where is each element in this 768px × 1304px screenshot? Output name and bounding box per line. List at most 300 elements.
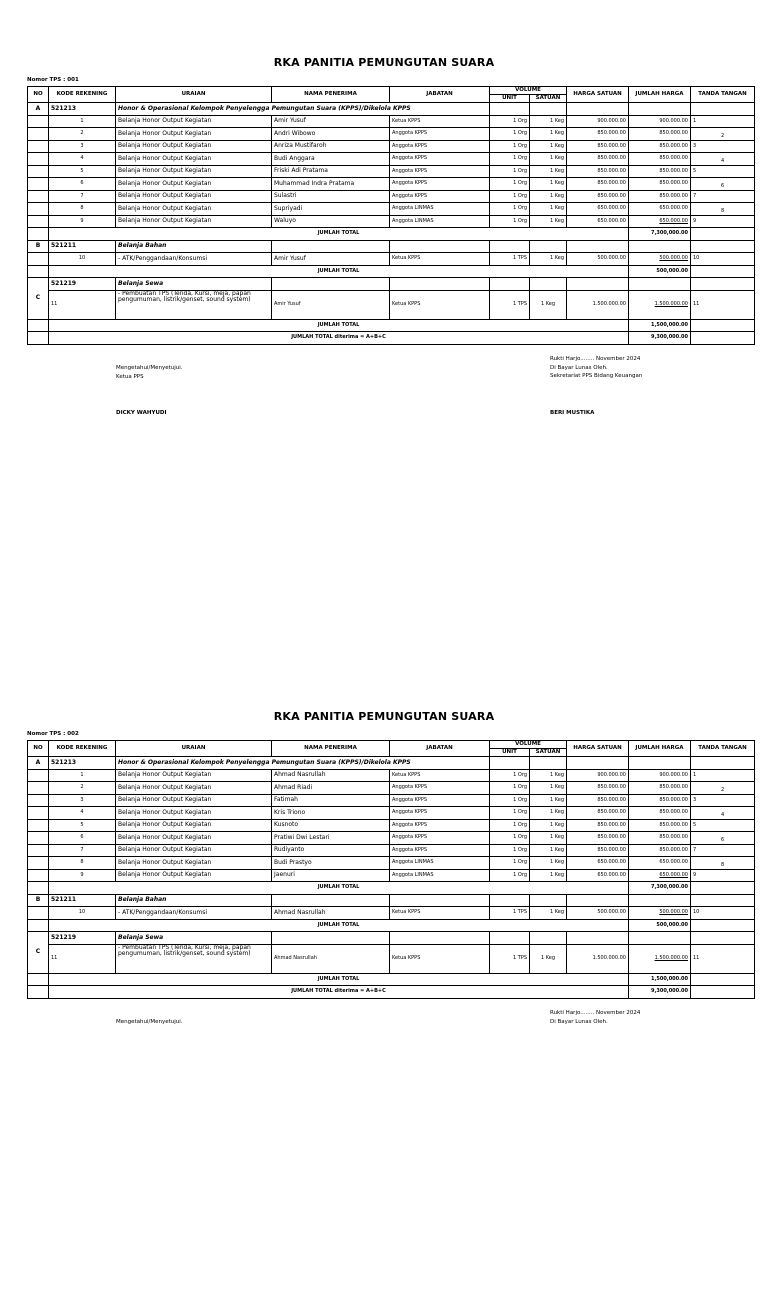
empty-cell <box>629 932 691 945</box>
jabatan-cell: Ketua KPPS <box>390 253 490 266</box>
jumlah-total-label: JUMLAH TOTAL <box>49 265 629 278</box>
satuan-cell: 1 Keg <box>530 165 567 178</box>
jumlah-cell: 900.000.00 <box>629 115 691 128</box>
tanda-tangan-cell <box>691 819 755 832</box>
total-row <box>28 319 755 332</box>
tanda-tangan-cell <box>691 165 755 178</box>
uraian-cell: Belanja Honor Output Kegiatan <box>116 819 272 832</box>
section-title: Belanja Bahan <box>116 894 272 907</box>
satuan-cell: 1 Keg <box>530 190 567 203</box>
satuan-cell: 1 Keg <box>530 907 567 920</box>
satuan-cell: 1 Keg <box>530 140 567 153</box>
signature-number-right: 6 <box>721 836 725 843</box>
grand-total-row <box>28 332 755 345</box>
grand-total-value: 9,300,000.00 <box>629 986 691 999</box>
table-body <box>28 87 755 345</box>
tanda-tangan-cell <box>691 782 755 795</box>
empty-cell <box>629 278 691 291</box>
table-row <box>28 115 755 128</box>
uraian-cell: Belanja Honor Output Kegiatan <box>116 128 272 141</box>
signature-number-left: 7 <box>693 846 697 853</box>
empty-cell <box>28 882 49 895</box>
unit-cell: 1 Org <box>490 165 530 178</box>
jumlah-cell: 650.000.00 <box>629 215 691 228</box>
satuan-cell: 1 Keg <box>530 290 567 319</box>
kode-rekening: 521219 <box>49 932 116 945</box>
empty-cell <box>28 332 49 345</box>
uraian-cell: Belanja Honor Output Kegiatan <box>116 807 272 820</box>
empty-cell <box>390 240 490 253</box>
signature-number-right: 8 <box>721 861 725 868</box>
nama-cell: Muhammad Indra Pratama <box>272 178 390 191</box>
table-row <box>28 178 755 191</box>
harga-cell: 500.000.00 <box>567 907 629 920</box>
harga-cell: 900.000.00 <box>567 115 629 128</box>
nama-cell: Ahmad Riadi <box>272 782 390 795</box>
row-number: 2 <box>49 782 116 795</box>
page-title: RKA PANITIA PEMUNGUTAN SUARA <box>273 56 495 69</box>
jabatan-cell: Ketua KPPS <box>390 944 490 973</box>
row-number: 4 <box>49 807 116 820</box>
total-row <box>28 919 755 932</box>
jumlah-cell: 850.000.00 <box>629 128 691 141</box>
empty-cell <box>28 228 49 241</box>
empty-cell <box>490 103 530 116</box>
harga-cell: 850.000.00 <box>567 140 629 153</box>
unit-cell: 1 Org <box>490 128 530 141</box>
col-unit-header: UNIT <box>490 749 530 757</box>
rka-table <box>27 86 755 345</box>
empty-cell <box>691 757 755 770</box>
satuan-cell: 1 Keg <box>530 115 567 128</box>
total-row <box>28 882 755 895</box>
empty-cell <box>28 190 49 203</box>
unit-cell: 1 TPS <box>490 944 530 973</box>
harga-cell: 850.000.00 <box>567 832 629 845</box>
jabatan-cell: Anggota LINMAS <box>390 857 490 870</box>
rka-page <box>0 0 768 650</box>
jumlah-cell: 850.000.00 <box>629 819 691 832</box>
nama-cell: Sulastri <box>272 190 390 203</box>
table-row <box>28 857 755 870</box>
table-row <box>28 253 755 266</box>
empty-cell <box>28 986 49 999</box>
nama-cell: Pratiwi Dwi Lestari <box>272 832 390 845</box>
jabatan-cell: Anggota LINMAS <box>390 215 490 228</box>
signature-right <box>550 1009 640 1026</box>
section-a-row <box>28 757 755 770</box>
nama-cell: Jaenuri <box>272 869 390 882</box>
empty-cell <box>490 757 530 770</box>
empty-cell <box>691 228 755 241</box>
uraian-cell: - ATK/Penggandaan/Konsumsi <box>116 907 272 920</box>
approver-role: Ketua PPS <box>116 373 144 380</box>
empty-cell <box>272 240 390 253</box>
total-row <box>28 265 755 278</box>
kode-rekening: 521213 <box>49 757 116 770</box>
empty-cell <box>567 278 629 291</box>
col-nama-header: NAMA PENERIMA <box>272 741 390 757</box>
table-row <box>28 165 755 178</box>
jabatan-cell: Anggota KPPS <box>390 807 490 820</box>
col-jumlah-header: JUMLAH HARGA <box>629 87 691 103</box>
nama-cell: Amir Yusuf <box>272 290 390 319</box>
satuan-cell: 1 Keg <box>530 944 567 973</box>
satuan-cell: 1 Keg <box>530 769 567 782</box>
harga-cell: 850.000.00 <box>567 165 629 178</box>
total-row <box>28 973 755 986</box>
section-letter: A <box>28 757 49 770</box>
jumlah-cell: 1.500.000.00 <box>629 290 691 319</box>
unit-cell: 1 Org <box>490 857 530 870</box>
nama-cell: Budi Prastyo <box>272 857 390 870</box>
total-value: 1,500,000.00 <box>629 973 691 986</box>
harga-cell: 850.000.00 <box>567 794 629 807</box>
table-row <box>28 128 755 141</box>
empty-cell <box>629 240 691 253</box>
signature-number-left: 5 <box>693 821 697 828</box>
table-row <box>28 944 755 973</box>
kode-rekening: 521219 <box>49 278 116 291</box>
rka-page <box>0 654 768 1304</box>
empty-cell <box>691 103 755 116</box>
jabatan-cell: Ketua KPPS <box>390 115 490 128</box>
jabatan-cell: Ketua KPPS <box>390 907 490 920</box>
table-row <box>28 290 755 319</box>
harga-cell: 650.000.00 <box>567 215 629 228</box>
empty-cell <box>28 869 49 882</box>
nama-cell: Kusnoto <box>272 819 390 832</box>
col-uraian-header: URAIAN <box>116 87 272 103</box>
jumlah-cell: 850.000.00 <box>629 807 691 820</box>
row-number: 2 <box>49 128 116 141</box>
section-c-row <box>28 932 755 945</box>
unit-cell: 1 Org <box>490 869 530 882</box>
signature-number-left: 7 <box>693 192 697 199</box>
jabatan-cell: Anggota KPPS <box>390 153 490 166</box>
col-tanda-header: TANDA TANGAN <box>691 741 755 757</box>
empty-cell <box>691 882 755 895</box>
jabatan-cell: Anggota KPPS <box>390 165 490 178</box>
empty-cell <box>567 932 629 945</box>
signature-number-left: 1 <box>693 117 697 124</box>
tanda-tangan-cell <box>691 128 755 141</box>
empty-cell <box>28 769 49 782</box>
harga-cell: 650.000.00 <box>567 203 629 216</box>
empty-cell <box>28 857 49 870</box>
unit-cell: 1 Org <box>490 819 530 832</box>
jabatan-cell: Anggota KPPS <box>390 782 490 795</box>
nama-cell: Ahmad Nasrullah <box>272 769 390 782</box>
harga-cell: 1.500.000.00 <box>567 944 629 973</box>
row-number: 1 <box>49 115 116 128</box>
signature-number-left: 3 <box>693 142 697 149</box>
tanda-tangan-cell <box>691 203 755 216</box>
col-jabatan-header: JABATAN <box>390 87 490 103</box>
place-date-text: Rukti Harjo........ November 2024 <box>550 1010 641 1016</box>
harga-cell: 850.000.00 <box>567 782 629 795</box>
empty-cell <box>530 894 567 907</box>
empty-cell <box>28 178 49 191</box>
col-harga-header: HARGA SATUAN <box>567 87 629 103</box>
jumlah-cell: 650.000.00 <box>629 869 691 882</box>
col-tanda-header: TANDA TANGAN <box>691 87 755 103</box>
total-value: 1,500,000.00 <box>629 319 691 332</box>
uraian-cell: Belanja Honor Output Kegiatan <box>116 140 272 153</box>
col-kode-header: KODE REKENING <box>49 87 116 103</box>
uraian-cell: Belanja Honor Output Kegiatan <box>116 115 272 128</box>
satuan-cell: 1 Keg <box>530 203 567 216</box>
kode-rekening: 521211 <box>49 240 116 253</box>
satuan-cell: 1 Keg <box>530 869 567 882</box>
section-title: Honor & Operasional Kelompok Penyelengga Pemungutan Suara (KPPS)/Dikelola KPPS <box>116 103 490 116</box>
tanda-tangan-cell <box>691 140 755 153</box>
row-number: 6 <box>49 832 116 845</box>
uraian-cell: Belanja Honor Output Kegiatan <box>116 165 272 178</box>
section-c-row <box>28 278 755 291</box>
satuan-cell: 1 Keg <box>530 794 567 807</box>
tanda-tangan-cell <box>691 769 755 782</box>
jumlah-cell: 850.000.00 <box>629 190 691 203</box>
satuan-cell: 1 Keg <box>530 832 567 845</box>
nama-cell: Waluyo <box>272 215 390 228</box>
unit-cell: 1 Org <box>490 782 530 795</box>
section-letter: B <box>28 240 49 253</box>
col-unit-header: UNIT <box>490 95 530 103</box>
signature-right <box>550 355 642 417</box>
satuan-cell: 1 Keg <box>530 782 567 795</box>
harga-cell: 850.000.00 <box>567 128 629 141</box>
jumlah-total-label: JUMLAH TOTAL <box>49 228 629 241</box>
table-row <box>28 807 755 820</box>
unit-cell: 1 Org <box>490 769 530 782</box>
tanda-tangan-cell <box>691 832 755 845</box>
nama-cell: Andri Wibowo <box>272 128 390 141</box>
signature-number-left: 9 <box>693 217 697 224</box>
satuan-cell: 1 Keg <box>530 215 567 228</box>
signature-number-right: 8 <box>721 207 725 214</box>
kode-rekening: 521213 <box>49 103 116 116</box>
empty-cell <box>691 894 755 907</box>
jabatan-cell: Anggota KPPS <box>390 178 490 191</box>
jumlah-cell: 850.000.00 <box>629 165 691 178</box>
empty-cell <box>390 278 490 291</box>
col-no-header: NO <box>28 87 49 103</box>
empty-cell <box>272 278 390 291</box>
jumlah-cell: 1.500.000.00 <box>629 944 691 973</box>
row-number: 11 <box>49 290 116 319</box>
harga-cell: 900.000.00 <box>567 769 629 782</box>
section-title: Belanja Sewa <box>116 278 272 291</box>
nama-cell: Kris Triono <box>272 807 390 820</box>
harga-cell: 850.000.00 <box>567 819 629 832</box>
signature-number-right: 4 <box>721 157 725 164</box>
satuan-cell: 1 Keg <box>530 807 567 820</box>
harga-cell: 650.000.00 <box>567 869 629 882</box>
satuan-cell: 1 Keg <box>530 844 567 857</box>
empty-cell <box>28 819 49 832</box>
tanda-tangan-cell: 10 <box>691 907 755 920</box>
signature-number-right: 6 <box>721 182 725 189</box>
approval-text: Mengetahui/Menyetujui. <box>116 1019 183 1025</box>
table-row <box>28 907 755 920</box>
empty-cell <box>28 794 49 807</box>
uraian-cell: - Pembuatan TPS (Tenda, Kursi, meja, papan pengumuman, listrik/genset, sound system) <box>116 290 272 319</box>
nama-cell: Rudiyanto <box>272 844 390 857</box>
row-number: 9 <box>49 869 116 882</box>
row-number: 10 <box>49 253 116 266</box>
table-row <box>28 782 755 795</box>
empty-cell <box>28 907 49 920</box>
col-harga-header: HARGA SATUAN <box>567 741 629 757</box>
empty-cell <box>629 103 691 116</box>
signature-left <box>116 364 183 418</box>
empty-cell <box>28 919 49 932</box>
tanda-tangan-cell <box>691 807 755 820</box>
uraian-cell: Belanja Honor Output Kegiatan <box>116 782 272 795</box>
empty-cell <box>28 832 49 845</box>
col-uraian-header: URAIAN <box>116 741 272 757</box>
jabatan-cell: Anggota KPPS <box>390 190 490 203</box>
jabatan-cell: Anggota LINMAS <box>390 869 490 882</box>
table-row <box>28 832 755 845</box>
col-kode-header: KODE REKENING <box>49 741 116 757</box>
empty-cell <box>390 894 490 907</box>
signature-number-right: 4 <box>721 811 725 818</box>
jumlah-cell: 850.000.00 <box>629 178 691 191</box>
col-volume-header: VOLUME <box>490 741 567 749</box>
empty-cell <box>28 973 49 986</box>
nomor-tps: Nomor TPS : 001 <box>27 77 79 83</box>
jabatan-cell: Anggota LINMAS <box>390 203 490 216</box>
harga-cell: 1.500.000.00 <box>567 290 629 319</box>
nama-cell: Anriza Mustifaroh <box>272 140 390 153</box>
table-row <box>28 190 755 203</box>
jumlah-total-label: JUMLAH TOTAL <box>49 919 629 932</box>
empty-cell <box>28 203 49 216</box>
uraian-cell: - Pembuatan TPS (Tenda, Kursi, meja, papan pengumuman, listrik/genset, sound system) <box>116 944 272 973</box>
unit-cell: 1 Org <box>490 844 530 857</box>
rka-table <box>27 740 755 999</box>
unit-cell: 1 Org <box>490 215 530 228</box>
jabatan-cell: Ketua KPPS <box>390 769 490 782</box>
signature-number-right: 2 <box>721 786 725 793</box>
total-row <box>28 228 755 241</box>
total-value: 7,300,000.00 <box>629 228 691 241</box>
paid-by-text: Di Bayar Lunas Oleh. <box>550 364 608 371</box>
row-number: 8 <box>49 203 116 216</box>
col-nama-header: NAMA PENERIMA <box>272 87 390 103</box>
empty-cell <box>28 319 49 332</box>
harga-cell: 500.000.00 <box>567 253 629 266</box>
empty-cell <box>390 932 490 945</box>
jumlah-cell: 850.000.00 <box>629 140 691 153</box>
empty-cell <box>490 894 530 907</box>
harga-cell: 850.000.00 <box>567 844 629 857</box>
section-title: Belanja Bahan <box>116 240 272 253</box>
unit-cell: 1 TPS <box>490 907 530 920</box>
unit-cell: 1 Org <box>490 190 530 203</box>
nama-cell: Budi Anggara <box>272 153 390 166</box>
section-title: Honor & Operasional Kelompok Penyelengga Pemungutan Suara (KPPS)/Dikelola KPPS <box>116 757 490 770</box>
empty-cell <box>567 103 629 116</box>
unit-cell: 1 Org <box>490 794 530 807</box>
empty-cell <box>691 240 755 253</box>
tanda-tangan-cell <box>691 190 755 203</box>
row-number: 4 <box>49 153 116 166</box>
jumlah-total-label: JUMLAH TOTAL <box>49 882 629 895</box>
signature-number-left: 5 <box>693 167 697 174</box>
signature-left <box>116 1018 183 1027</box>
table-row <box>28 819 755 832</box>
tanda-tangan-cell <box>691 153 755 166</box>
jumlah-cell: 500.000.00 <box>629 907 691 920</box>
empty-cell <box>691 932 755 945</box>
empty-cell <box>691 265 755 278</box>
payer-role: Sekretariat PPS Bidang Keuangan <box>550 373 643 379</box>
unit-cell: 1 TPS <box>490 290 530 319</box>
empty-cell <box>28 807 49 820</box>
empty-cell <box>530 932 567 945</box>
section-letter: C <box>28 278 49 320</box>
table-body <box>28 741 755 999</box>
table-row <box>28 140 755 153</box>
row-number: 1 <box>49 769 116 782</box>
uraian-cell: Belanja Honor Output Kegiatan <box>116 153 272 166</box>
uraian-cell: Belanja Honor Output Kegiatan <box>116 190 272 203</box>
empty-cell <box>490 932 530 945</box>
empty-cell <box>28 265 49 278</box>
jumlah-cell: 850.000.00 <box>629 794 691 807</box>
harga-cell: 850.000.00 <box>567 178 629 191</box>
grand-total-value: 9,300,000.00 <box>629 332 691 345</box>
table-row <box>28 869 755 882</box>
approver-name: DICKY WAHYUDI <box>116 410 167 416</box>
empty-cell <box>28 253 49 266</box>
page-title: RKA PANITIA PEMUNGUTAN SUARA <box>273 710 495 723</box>
row-number: 7 <box>49 190 116 203</box>
section-a-row <box>28 103 755 116</box>
empty-cell <box>691 973 755 986</box>
tanda-tangan-cell: 11 <box>691 944 755 973</box>
section-letter: C <box>28 932 49 974</box>
section-title: Belanja Sewa <box>116 932 272 945</box>
unit-cell: 1 Org <box>490 140 530 153</box>
empty-cell <box>691 319 755 332</box>
uraian-cell: Belanja Honor Output Kegiatan <box>116 832 272 845</box>
harga-cell: 650.000.00 <box>567 857 629 870</box>
empty-cell <box>272 894 390 907</box>
unit-cell: 1 Org <box>490 832 530 845</box>
row-number: 5 <box>49 165 116 178</box>
section-letter: B <box>28 894 49 907</box>
row-number: 7 <box>49 844 116 857</box>
empty-cell <box>691 986 755 999</box>
total-value: 500,000.00 <box>629 265 691 278</box>
approval-text: Mengetahui/Menyetujui. <box>116 365 183 371</box>
empty-cell <box>28 140 49 153</box>
uraian-cell: - ATK/Penggandaan/Konsumsi <box>116 253 272 266</box>
harga-cell: 850.000.00 <box>567 190 629 203</box>
jabatan-cell: Anggota KPPS <box>390 832 490 845</box>
unit-cell: 1 TPS <box>490 253 530 266</box>
jabatan-cell: Anggota KPPS <box>390 794 490 807</box>
empty-cell <box>28 844 49 857</box>
section-letter: A <box>28 103 49 116</box>
nama-cell: Fatimah <box>272 794 390 807</box>
tanda-tangan-cell <box>691 115 755 128</box>
jabatan-cell: Anggota KPPS <box>390 140 490 153</box>
